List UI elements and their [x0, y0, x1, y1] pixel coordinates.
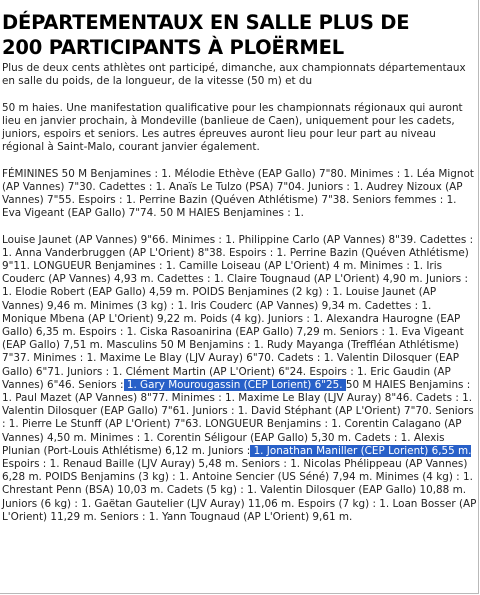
- article-body: [2, 62, 478, 524]
- results-text-part-3: Espoirs : 1. Renaud Baille (LJV Auray) 5,48 m. Seniors : 1. Nicolas Phélippeau (AP Vannes) 6,28 m. POIDS Benjamins (3 kg) : 1. Antoine Sencier (US Séné) 7,94 m. Minimes (4 kg) : 1. Chrestant Penn (BSA) 10,03 m. Cadets (5 kg) : 1. Valentin Dilosquer (EAP Gallo) 10,88 m. Juniors (6 kg) : 1. Gaëtan Gautelier (LJV Auray) 11,06 m. Espoirs (7 kg) : 1. Loan Bosser (AP L'Orient) 11,29 m. Seniors : 1. Yann Tougnaud (AP L'Orient) 9,61 m.: [2, 458, 477, 523]
- intro-paragraph-1: Plus de deux cents athlètes ont participé, dimanche, aux championnats départementaux en salle du poids, de la longueur, de la vitesse (50 m) et du: [2, 62, 466, 88]
- paragraph-gap: [2, 154, 478, 167]
- results-women-sprint: FÉMININES 50 M Benjamines : 1. Mélodie Ethève (EAP Gallo) 7"80. Minimes : 1. Léa Mignot (AP Vannes) 7"30. Cadettes : 1. Anaïs Le Tulzo (PSA) 7"04. Juniors : 1. Audrey Nizoux (AP Vannes) 7"55. Espoirs : 1. Perrine Bazin (Quéven Athlétisme) 7"38. Seniors femmes : 1. Eva Vigeant (EAP Gallo) 7"74. 50 M HAIES Benjamines : 1.: [2, 167, 474, 220]
- title-line-1: DÉPARTEMENTAUX EN SALLE PLUS DE: [2, 11, 410, 34]
- results-main: [2, 234, 478, 524]
- results-text-part-2: 50 M HAIES Benjamins : 1. Paul Mazet (AP Vannes) 8"77. Minimes : 1. Maxime Le Blay (LJV Auray) 8"46. Cadets : 1. Valentin Dilosquer (EAP Gallo) 7"61. Juniors : 1. David Stéphant (AP L'Orient) 7"70. Seniors : 1. Pierre Le Stunff (AP L'Orient) 7"63. LONGUEUR Benjamins : 1. Corentin Calagano (AP Vannes) 4,50 m. Minimes : 1. Corentin Séligour (EAP Gallo) 5,30 m. Cadets : 1. Alexis Plunian (Port-Louis Athlétisme) 6,12 m. Juniors :: [2, 378, 474, 457]
- title-line-2: 200 PARTICIPANTS À PLOËRMEL: [2, 36, 344, 59]
- highlighted-result-2: 1. Jonathan Maniller (CEP Lorient) 6,55 m.: [250, 444, 472, 457]
- paragraph-gap: [2, 220, 478, 233]
- article-title: [2, 10, 478, 60]
- highlighted-result-1: 1. Gary Mourougassin (CEP Lorient) 6"25.: [123, 378, 346, 391]
- results-text-part-1: Louise Jaunet (AP Vannes) 9"66. Minimes : 1. Philippine Carlo (AP Vannes) 8"39. Cadettes : 1. Anna Vanderbruggen (AP L'Orient) 8"38. Espoirs : 1. Perrine Bazin (Quéven Athlétisme) 9"11. LONGUEUR Benjamines : 1. Camille Loiseau (AP L'Orient) 4 m. Minimes : 1. Iris Couderc (AP Vannes) 4,93 m. Cadettes : 1. Claire Tougnaud (AP L'Orient) 4,90 m. Juniors : 1. Elodie Robert (EAP Gallo) 4,59 m. POIDS Benjamines (2 kg) : 1. Louise Jaunet (AP Vannes) 9,46 m. Minimes (3 kg) : 1. Iris Couderc (AP Vannes) 9,34 m. Cadettes : 1. Monique Mbena (AP L'Orient) 9,22 m. Poids (4 kg). Juniors : 1. Alexandra Haurogne (EAP Gallo) 6,35 m. Espoirs : 1. Ciska Rasoanirina (EAP Gallo) 7,29 m. Seniors : 1. Eva Vigeant (EAP Gallo) 7,51 m. Masculins 50 M Benjamins : 1. Rudy Mayanga (Treffléan Athlétisme) 7"37. Minimes : 1. Maxime Le Blay (LJV Auray) 6"70. Cadets : 1. Valentin Dilosquer (EAP Gallo) 6"71. Juniors : 1. Clément Martin (AP L'Orient) 6"24. Espoirs : 1. Eric Gaudin (AP Vannes) 6"46. Seniors :: [2, 233, 474, 391]
- paragraph-gap: [2, 88, 478, 101]
- intro-paragraph-2: 50 m haies. Une manifestation qualificative pour les championnats régionaux qui auront lieu en janvier prochain, à Mondeville (banlieue de Caen), uniquement pour les cadets, juniors, espoirs et seniors. Les autres épreuves auront lieu pour leur part au niveau régional à Saint-Malo, courant janvier également.: [2, 101, 463, 154]
